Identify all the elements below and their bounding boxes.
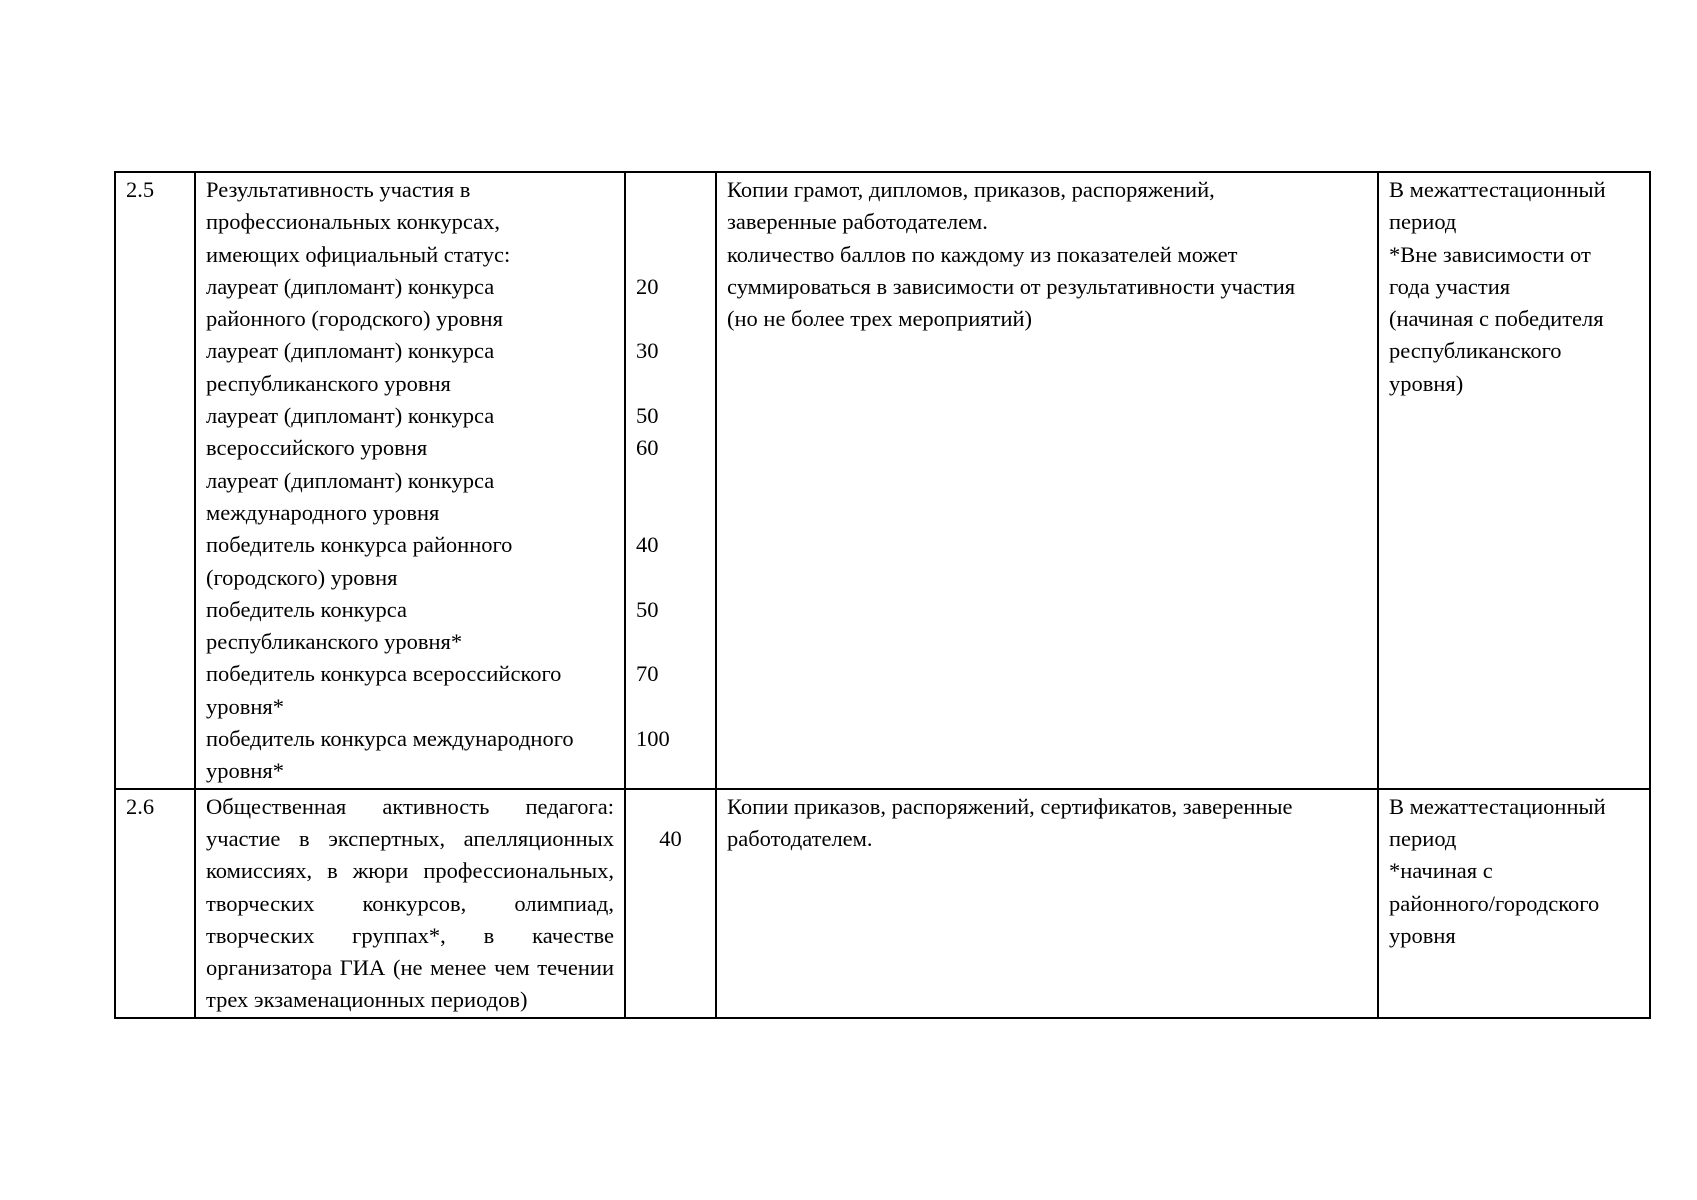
criterion-line: Результативность участия в [206,177,471,202]
documents-line: заверенные работодателем. [727,209,988,235]
row-number: 2.5 [115,172,195,789]
points-value [636,174,705,206]
points-cell [625,172,716,789]
points-value [636,626,705,658]
criterion-line: лауреат (дипломант) конкурса [206,467,495,493]
documents-line: работодателем. [727,825,873,851]
note-line: уровня [1389,922,1456,948]
note-line: В межаттестационный [1389,177,1606,202]
points-value [636,465,705,497]
criterion-cell: Общественная активность педагога: участие в экспертных, апелляционных комиссиях, в жюри профессиональных, творческих конкурсов, олимпиад, творческих группах*, в качестве организатора ГИА (не менее чем течении трех экзаменационных периодов) [195,789,625,1018]
documents-line: Копии приказов, распоряжений, сертификатов, заверенные [727,793,1293,819]
note-line: (начиная с победителя [1389,306,1604,332]
documents-cell [716,172,1378,789]
points-value: 40 [636,532,659,558]
table-row [115,172,1650,789]
criterion-line: (городского) уровня [206,564,398,590]
criterion-line: лауреат (дипломант) конкурса [206,273,495,299]
documents-line: (но не более трех мероприятий) [727,306,1033,332]
points-value: 30 [636,338,659,364]
note-line: В межаттестационный [1389,793,1606,819]
note-cell [1378,789,1650,1018]
criterion-line: республиканского уровня* [206,629,463,655]
documents-line: количество баллов по каждому из показателей может [727,241,1238,267]
documents-line: суммироваться в зависимости от результативности участия [727,273,1296,299]
note-line: *Вне зависимости от [1389,241,1591,267]
points-value [636,206,705,238]
criterion-line: победитель конкурса [206,596,407,622]
points-value [636,497,705,529]
points-value: 60 [636,435,659,461]
note-line: период [1389,825,1457,851]
note-cell [1378,172,1650,789]
points-value: 100 [636,726,670,752]
criterion-line: всероссийского уровня [206,435,428,461]
criterion-line: лауреат (дипломант) конкурса [206,403,495,429]
criterion-line: лауреат (дипломант) конкурса [206,338,495,364]
criterion-cell [195,172,625,789]
points-value: 70 [636,661,659,687]
criterion-line: уровня* [206,693,285,719]
criterion-line: победитель конкурса всероссийского [206,661,562,687]
points-value [636,368,705,400]
criterion-line: республиканского уровня [206,370,451,396]
criteria-table [114,171,1651,1019]
points-value [636,562,705,594]
points-value [636,691,705,723]
criterion-line: международного уровня [206,499,440,525]
documents-cell [716,789,1378,1018]
note-line: период [1389,209,1457,235]
points-value: 50 [636,596,659,622]
note-line: *начиная с [1389,858,1493,884]
criterion-line: профессиональных конкурсах, [206,209,500,235]
table-row [115,789,1650,1018]
points-value: 40 [659,825,682,851]
points-value [636,755,705,787]
criterion-line: районного (городского) уровня [206,306,503,332]
criterion-line: победитель конкурса международного [206,726,574,752]
criterion-line: имеющих официальный статус: [206,241,511,267]
points-value [636,303,705,335]
note-line: года участия [1389,273,1511,299]
criterion-line: победитель конкурса районного [206,532,513,558]
row-number: 2.6 [115,789,195,1018]
points-value: 50 [636,403,659,429]
points-value [636,239,705,271]
points-value: 20 [636,273,659,299]
note-line: уровня) [1389,370,1464,396]
note-line: республиканского [1389,338,1562,364]
points-cell [625,789,716,1018]
documents-line: Копии грамот, дипломов, приказов, распоряжений, [727,177,1215,202]
criterion-line: уровня* [206,758,285,784]
note-line: районного/городского [1389,890,1600,916]
